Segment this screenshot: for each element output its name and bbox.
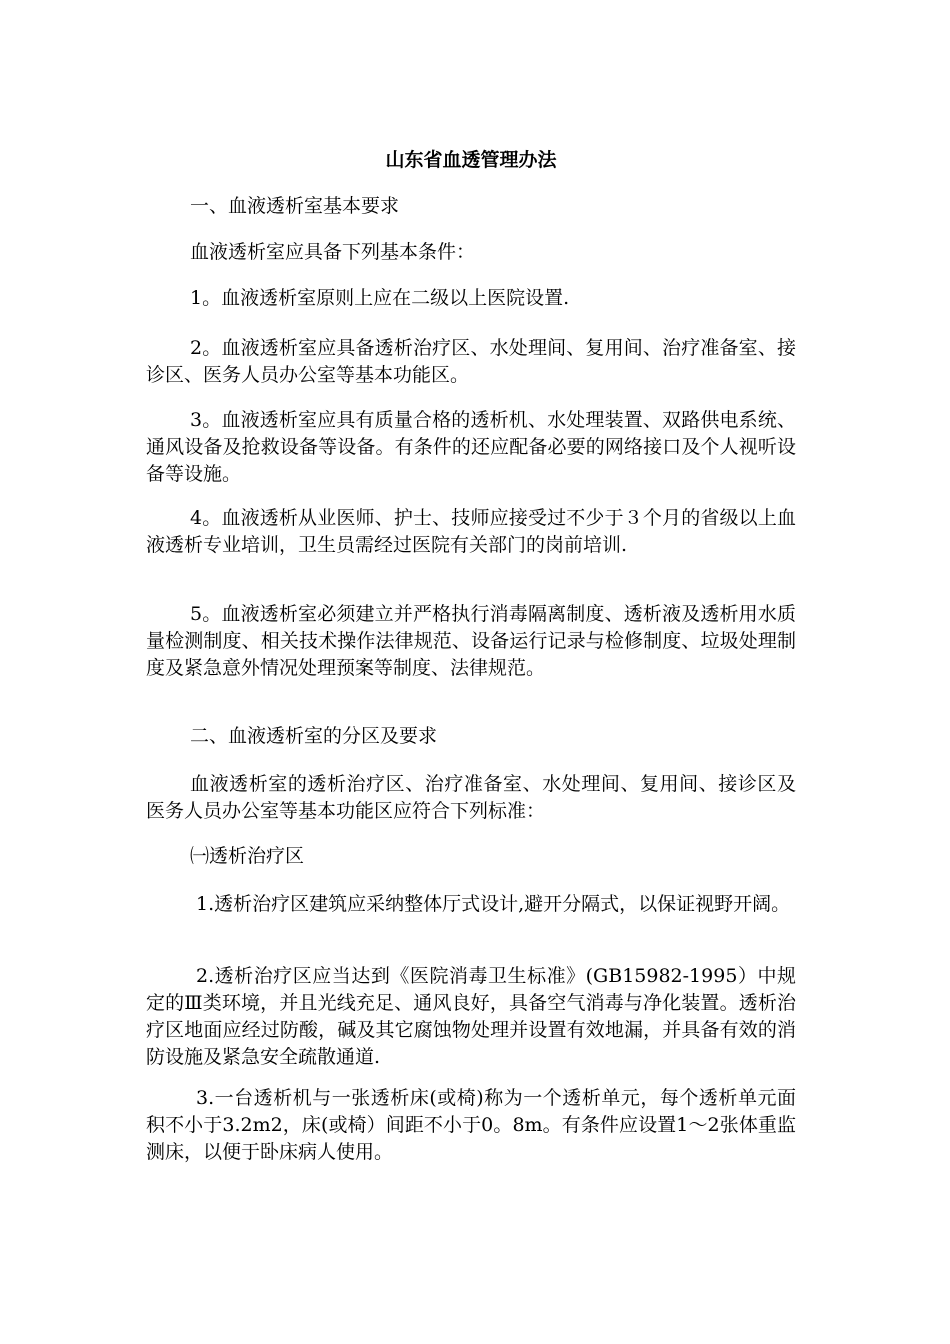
paragraph-sub-1: 1.透析治疗区建筑应采纳整体厅式设计,避开分隔式，以保证视野开阔。	[196, 893, 791, 915]
paragraph-intro: 血液透析室应具备下列基本条件：	[190, 241, 476, 263]
document-title: 山东省血透管理办法	[385, 149, 557, 171]
subsection-heading-1: ㈠透析治疗区	[190, 845, 305, 867]
paragraph-item-1: 1。血液透析室原则上应在二级以上医院设置.	[190, 287, 570, 309]
paragraph-item-5: 5。血液透析室必须建立并严格执行消毒隔离制度、透析液及透析用水质量检测制度、相关技术操作法律规范、设备运行记录与检修制度、垃圾处理制度及紧急意外情况处理预案等制度、法律规范。	[146, 603, 796, 679]
section-heading-1: 一、血液透析室基本要求	[190, 195, 400, 217]
paragraph-zones: 血液透析室的透析治疗区、治疗准备室、水处理间、复用间、接诊区及医务人员办公室等基本功能区应符合下列标准：	[146, 773, 796, 822]
paragraph-item-2: 2。血液透析室应具备透析治疗区、水处理间、复用间、治疗准备室、接诊区、医务人员办公室等基本功能区。	[146, 337, 796, 386]
section-heading-2: 二、血液透析室的分区及要求	[190, 725, 438, 747]
paragraph-sub-3: 3.一台透析机与一张透析床(或椅)称为一个透析单元，每个透析单元面积不小于3.2m2，床(或椅）间距不小于0。8m。有条件应设置1～2张体重监测床，以便于卧床病人使用。	[146, 1087, 796, 1163]
paragraph-item-4: 4。血液透析从业医师、护士、技师应接受过不少于３个月的省级以上血液透析专业培训，卫生员需经过医院有关部门的岗前培训.	[146, 507, 796, 556]
paragraph-item-3: 3。血液透析室应具有质量合格的透析机、水处理装置、双路供电系统、通风设备及抢救设备等设备。有条件的还应配备必要的网络接口及个人视听设备等设施。	[146, 409, 796, 485]
paragraph-sub-2: 2.透析治疗区应当达到《医院消毒卫生标准》(GB15982-1995）中规定的Ⅲ类环境，并且光线充足、通风良好，具备空气消毒与净化装置。透析治疗区地面应经过防酸，碱及其它腐蚀物处理并设置有效地漏，并具备有效的消防设施及紧急安全疏散通道.	[146, 965, 796, 1068]
